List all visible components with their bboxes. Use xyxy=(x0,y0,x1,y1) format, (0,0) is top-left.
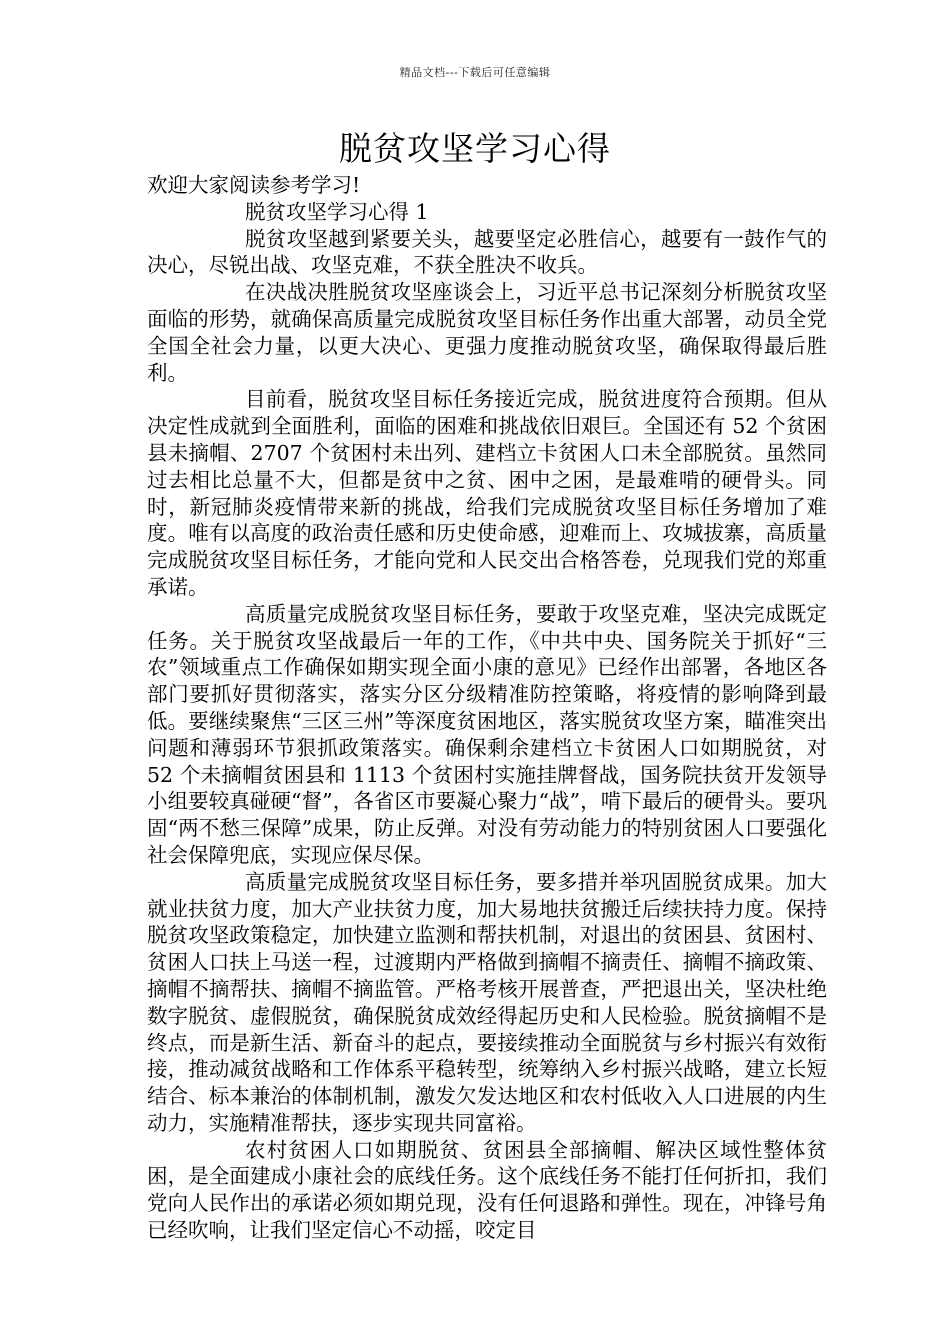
page-header-note: 精品文档---下载后可任意编辑 xyxy=(399,66,551,79)
welcome-line: 欢迎大家阅读参考学习! xyxy=(147,173,361,197)
paragraph: 高质量完成脱贫攻坚目标任务，要多措并举巩固脱贫成果。加大就业扶贫力度，加大产业扶贫力度，加大易地扶贫搬迁后续扶持力度。保持脱贫攻坚政策稳定，加快建立监测和帮扶机制，对退出的贫困县、贫困村、贫困人口扶上马送一程，过渡期内严格做到摘帽不摘责任、摘帽不摘政策、摘帽不摘帮扶、摘帽不摘监管。严格考核开展普查，严把退出关，坚决杜绝数字脱贫、虚假脱贫，确保脱贫成效经得起历史和人民检验。脱贫摘帽不是终点，而是新生活、新奋斗的起点，要接续推动全面脱贫与乡村振兴有效衔接，推动减贫战略和工作体系平稳转型，统筹纳入乡村振兴战略，建立长短结合、标本兼治的体制机制，激发欠发达地区和农村低收入人口进展的内生动力，实施精准帮扶，逐步实现共同富裕。 xyxy=(147,869,827,1135)
paragraph: 脱贫攻坚越到紧要关头，越要坚定必胜信心，越要有一鼓作气的决心，尽锐出战、攻坚克难，不获全胜决不收兵。 xyxy=(147,226,827,278)
paragraph: 在决战决胜脱贫攻坚座谈会上，习近平总书记深刻分析脱贫攻坚面临的形势，就确保高质量完成脱贫攻坚目标任务作出重大部署，动员全党全国全社会力量，以更大决心、更强力度推动脱贫攻坚，确保取得最后胜利。 xyxy=(147,280,827,385)
document-title: 脱贫攻坚学习心得 xyxy=(339,129,611,168)
section-subtitle: 脱贫攻坚学习心得 1 xyxy=(245,199,429,224)
paragraph: 高质量完成脱贫攻坚目标任务，要敢于攻坚克难，坚决完成既定任务。关于脱贫攻坚战最后一年的工作，《中共中央、国务院关于抓好“三农”领域重点工作确保如期实现全面小康的意见》已经作出部署，各地区各部门要抓好贯彻落实，落实分区分级精准防控策略，将疫情的影响降到最低。要继续聚焦“三区三州”等深度贫困地区，落实脱贫攻坚方案，瞄准突出问题和薄弱环节狠抓政策落实。确保剩余建档立卡贫困人口如期脱贫，对 52 个未摘帽贫困县和 1113 个贫困村实施挂牌督战，国务院扶贫开发领导小组要较真碰硬“督”，各省区市要凝心聚力“战”，啃下最后的硬骨头。要巩固“两不愁三保障”成果，防止反弹。对没有劳动能力的特别贫困人口要强化社会保障兜底，实现应保尽保。 xyxy=(147,601,827,867)
paragraph: 目前看，脱贫攻坚目标任务接近完成，脱贫进度符合预期。但从决定性成就到全面胜利，面临的困难和挑战依旧艰巨。全国还有 52 个贫困县未摘帽、2707 个贫困村未出列、建档立卡贫困人口未全部脱贫。虽然同过去相比总量不大，但都是贫中之贫、困中之困，是最难啃的硬骨头。同时，新冠肺炎疫情带来新的挑战，给我们完成脱贫攻坚目标任务增加了难度。唯有以高度的政治责任感和历史使命感，迎难而上、攻城拔寨，高质量完成脱贫攻坚目标任务，才能向党和人民交出合格答卷，兑现我们党的郑重承诺。 xyxy=(147,387,827,599)
paragraph: 农村贫困人口如期脱贫、贫困县全部摘帽、解决区域性整体贫困，是全面建成小康社会的底线任务。这个底线任务不能打任何折扣，我们党向人民作出的承诺必须如期兑现，没有任何退路和弹性。现在，冲锋号角已经吹响，让我们坚定信心不动摇，咬定目 xyxy=(147,1137,827,1243)
document-body xyxy=(147,172,827,1244)
